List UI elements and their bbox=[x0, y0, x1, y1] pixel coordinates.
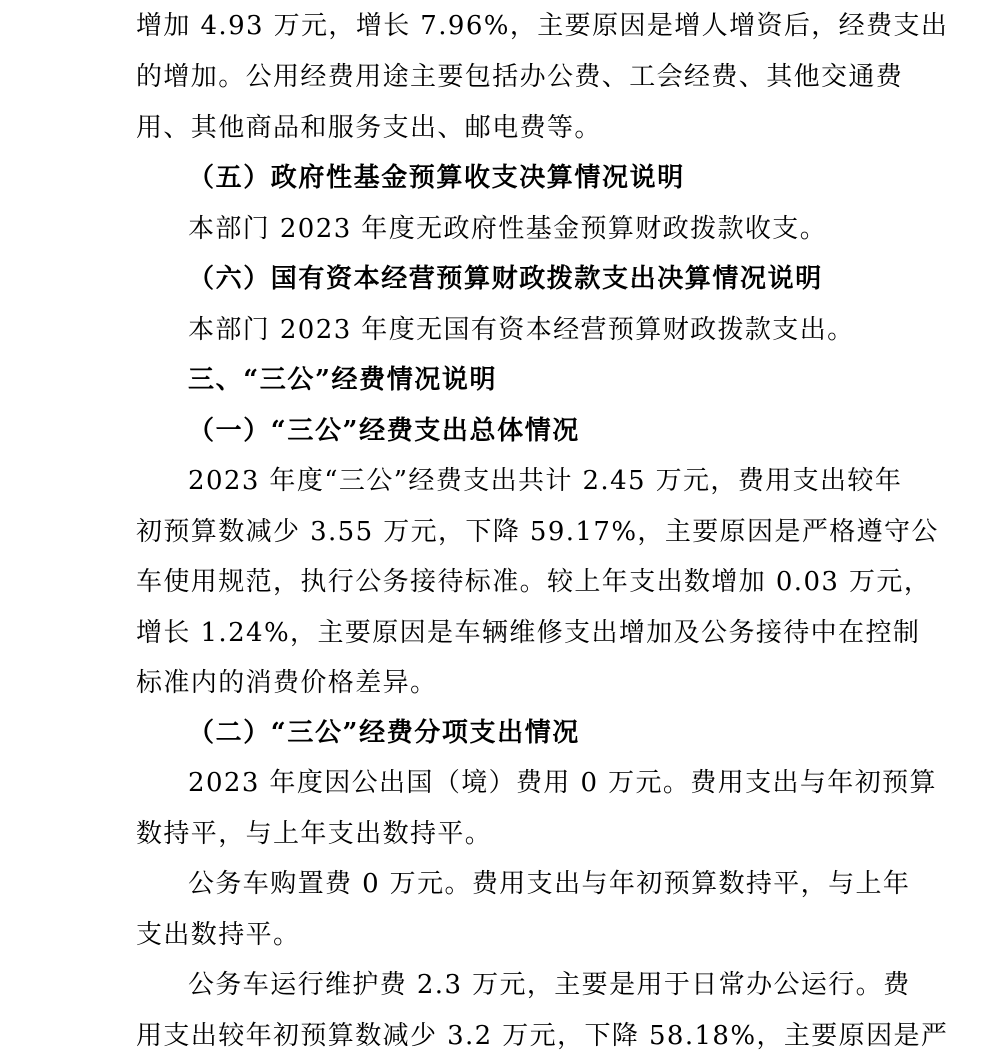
paragraph-line: 数持平，与上年支出数持平。 bbox=[136, 819, 493, 849]
paragraph-line: 初预算数减少 3.55 万元，下降 59.17%，主要原因是严格遵守公 bbox=[136, 517, 939, 547]
paragraph-line: 支出数持平。 bbox=[136, 920, 301, 950]
chapter-heading-three: 三、“三公”经费情况说明 bbox=[188, 365, 498, 395]
paragraph-line: 标准内的消费价格差异。 bbox=[136, 668, 438, 698]
subsection-heading-one: （一）“三公”经费支出总体情况 bbox=[188, 416, 580, 446]
paragraph-line: 车使用规范，执行公务接待标准。较上年支出数增加 0.03 万元， bbox=[136, 567, 932, 597]
paragraph-line: 本部门 2023 年度无政府性基金预算财政拨款收支。 bbox=[188, 214, 828, 244]
paragraph-line: 用、其他商品和服务支出、邮电费等。 bbox=[136, 113, 602, 143]
subsection-heading-two: （二）“三公”经费分项支出情况 bbox=[188, 718, 580, 748]
paragraph-line: 2023 年度“三公”经费支出共计 2.45 万元，费用支出较年 bbox=[188, 466, 903, 496]
paragraph-line: 增长 1.24%，主要原因是车辆维修支出增加及公务接待中在控制 bbox=[136, 618, 921, 648]
paragraph-line: 用支出较年初预算数减少 3.2 万元，下降 58.18%，主要原因是严 bbox=[136, 1021, 949, 1051]
paragraph-line: 增加 4.93 万元，增长 7.96%，主要原因是增人增资后，经费支出 bbox=[136, 11, 949, 41]
section-heading-six: （六）国有资本经营预算财政拨款支出决算情况说明 bbox=[188, 264, 823, 294]
paragraph-line: 的增加。公用经费用途主要包括办公费、工会经费、其他交通费 bbox=[136, 62, 904, 92]
section-heading-five: （五）政府性基金预算收支决算情况说明 bbox=[188, 163, 685, 193]
paragraph-line: 公务车购置费 0 万元。费用支出与年初预算数持平，与上年 bbox=[188, 869, 911, 899]
paragraph-line: 本部门 2023 年度无国有资本经营预算财政拨款支出。 bbox=[188, 315, 855, 345]
paragraph-line: 公务车运行维护费 2.3 万元，主要是用于日常办公运行。费 bbox=[188, 970, 911, 1000]
paragraph-line: 2023 年度因公出国（境）费用 0 万元。费用支出与年初预算 bbox=[188, 768, 937, 798]
